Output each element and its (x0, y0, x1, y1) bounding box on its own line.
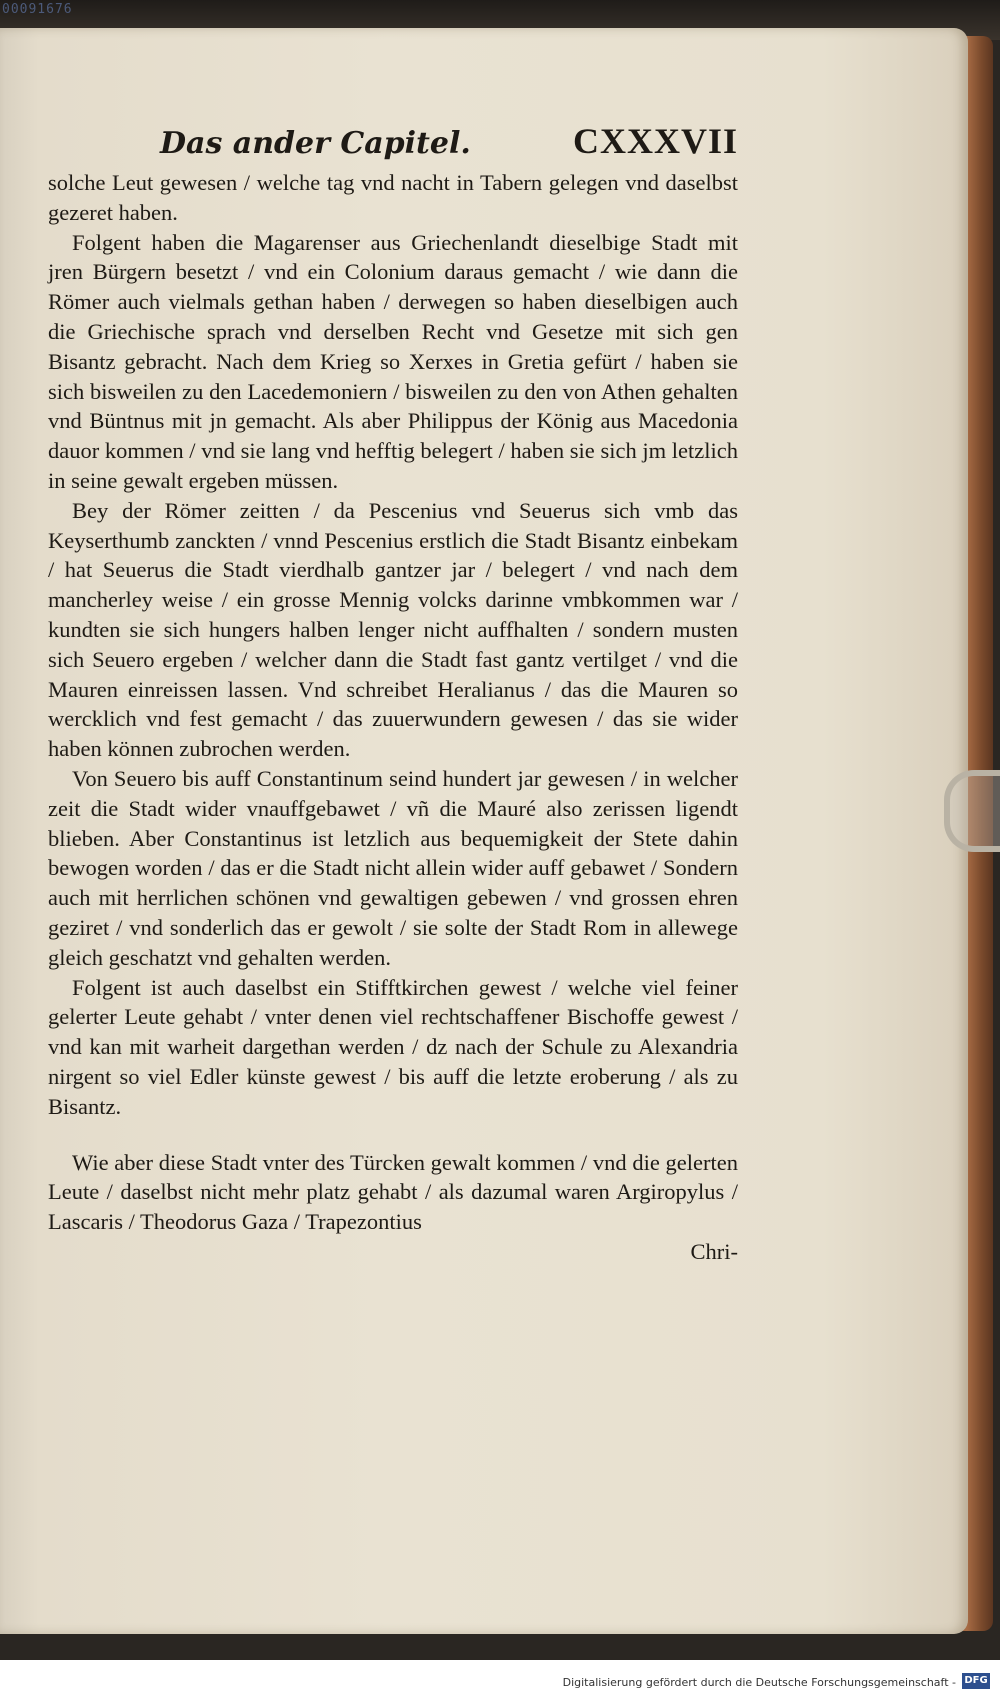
running-head (160, 120, 738, 162)
paragraph: Wie aber diese Stadt vnter des Türcken gewalt kommen / vnd die gelerten Leute / daselbst nicht mehr platz gehabt / als dazumal waren Argiropylus / Lascaris / Theodorus Gaza / Trapezontius (48, 1149, 738, 1235)
paragraph: solche Leut gewesen / welche tag vnd nacht in Tabern gelegen vnd daselbst gezeret haben. (48, 170, 738, 225)
page-clip (944, 770, 1000, 852)
dfg-logo: DFG (962, 1673, 990, 1689)
folio-number: CXXXVII (572, 121, 738, 161)
scan-identifier: 00091676 (2, 2, 73, 17)
paragraph: Folgent ist auch daselbst ein Stifftkirchen gewest / welche viel feiner gelerter Leute gehabt / vnter denen viel rechtschaffener Bischoffe gewest / vnd kan mit warheit dargethan werden / dz nach der Schule zu Alexandria nirgent so viel Edler künste gewest / bis auff die letzte eroberung / als zu Bisantz. (48, 974, 738, 1119)
paragraph: Von Seuero bis auff Constantinum seind hundert jar gewesen / in welcher zeit die Stadt wider vnauffgebawet / vñ die Mauré also zerissen ligendt blieben. Aber Constantinus ist letzlich aus bequemigkeit der Stete dahin bewogen worden / das er die Stadt nicht allein wider auff gebawet / Sondern auch mit herrlichen schönen vnd gewaltigen gebewen / vnd grossen ehren geziret / vnd sonderlich das er gewolt / sie solte der Stadt Rom in allewege gleich geschatzt vnd gehalten werden. (48, 765, 738, 970)
chapter-title: Das ander Capitel. (160, 126, 471, 161)
paragraph: Folgent haben die Magarenser aus Griechenlandt dieselbige Stadt mit jren Bürgern besetzt / vnd ein Colonium daraus gemacht / wie dann die Römer auch vielmals gethan haben / derwegen so haben dieselbigen auch die Griechische sprach vnd derselben Recht vnd Gesetze mit sich gen Bisantz gebracht. Nach dem Krieg so Xerxes in Gretia gefürt / haben sie sich bisweilen zu den Lacedemoniern / bisweilen zu den von Athen gehalten vnd Büntnus mit jn gemacht. Als aber Philippus der König aus Macedonia dauor kommen / vnd sie lang vnd hefftig belegert / haben sie sich jm letzlich in seine gewalt ergeben müssen. (48, 229, 738, 493)
catchword: Chri- (690, 1238, 738, 1264)
funding-credit: Digitalisierung gefördert durch die Deutsche Forschungsgemeinschaft - (562, 1676, 956, 1689)
page-text (48, 120, 738, 1266)
paragraph: Bey der Römer zeitten / da Pescenius vnd Seuerus sich vmb das Keyserthumb zanckten / vnnd Pescenius erstlich die Stadt Bisantz einbekam / hat Seuerus die Stadt vierdhalb gantzer jar / belegert / vnd nach dem mancherley weise / ein grosse Mennig volcks darinne vmbkommen war / kundten sie sich hungers halben lenger nicht auffhalten / sondern musten sich Seuero ergeben / welcher dann die Stadt fast gantz vertilget / vnd die Mauren einreissen lassen. Vnd schreibet Heralianus / das die Mauren so wercklich vnd fest gemacht / das zuuerwundern gewesen / das sie wider haben können zubrochen werden. (48, 497, 738, 762)
